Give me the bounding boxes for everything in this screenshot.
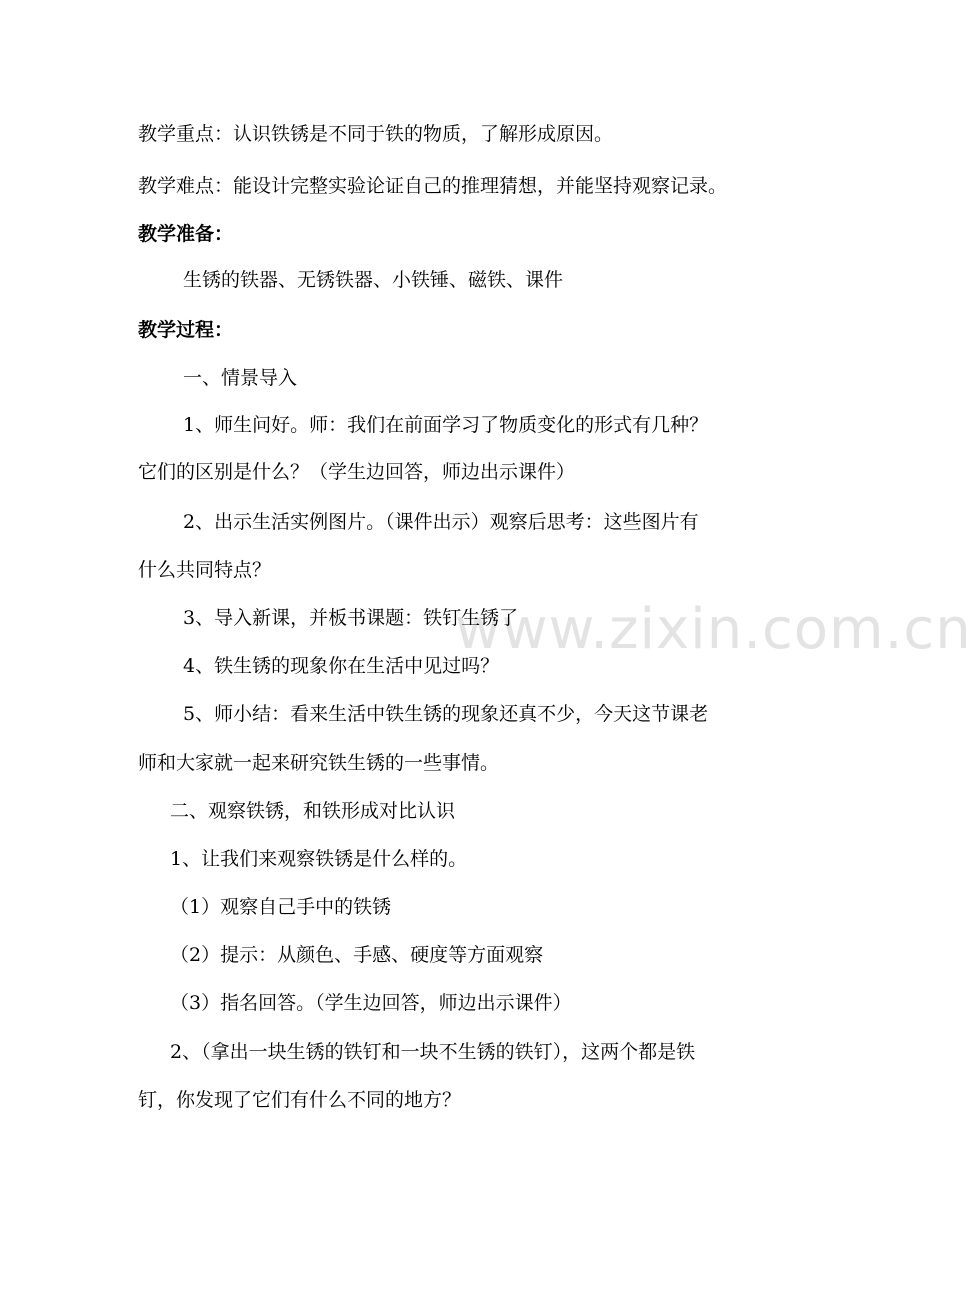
step-5-line-1: 5、师小结：看来生活中铁生锈的现象还真不少，今天这节课老 [183,703,709,725]
step-1-line-1: 1、师生问好。师：我们在前面学习了物质变化的形式有几种？ [183,414,709,436]
section-two-heading: 二、观察铁锈，和铁形成对比认识 [170,800,456,822]
observe-step-2-line-1: 2、（拿出一块生锈的铁钉和一块不生锈的铁钉），这两个都是铁 [170,1041,696,1063]
observe-step-2-line-2: 钉，你发现了它们有什么不同的地方？ [138,1089,462,1111]
key-points-line: 教学重点：认识铁锈是不同于铁的物质，了解形成原因。 [138,123,614,145]
watermark: www.zixin.com.cn [455,597,972,662]
step-1-line-2: 它们的区别是什么？（学生边回答，师边出示课件） [138,461,576,483]
section-one-heading: 一、情景导入 [183,367,298,389]
preparation-materials: 生锈的铁器、无锈铁器、小铁锤、磁铁、课件 [183,269,564,291]
step-2-line-2: 什么共同特点？ [138,559,272,581]
observe-substep-2: （2）提示：从颜色、手感、硬度等方面观察 [170,944,544,966]
observe-substep-3: （3）指名回答。（学生边回答，师边出示课件） [170,992,572,1014]
difficult-points-line: 教学难点：能设计完整实验论证自己的推理猜想，并能坚持观察记录。 [138,175,728,197]
step-4-line: 4、铁生锈的现象你在生活中见过吗？ [183,655,500,677]
step-2-line-1: 2、出示生活实例图片。（课件出示）观察后思考：这些图片有 [183,511,699,533]
observe-step-1: 1、让我们来观察铁锈是什么样的。 [170,848,468,870]
step-3-line: 3、导入新课，并板书课题：铁钉生锈了 [183,607,519,629]
step-5-line-2: 师和大家就一起来研究铁生锈的一些事情。 [138,752,500,774]
observe-substep-1: （1）观察自己手中的铁锈 [170,896,392,918]
preparation-heading: 教学准备： [138,223,234,245]
process-heading: 教学过程： [138,319,234,341]
